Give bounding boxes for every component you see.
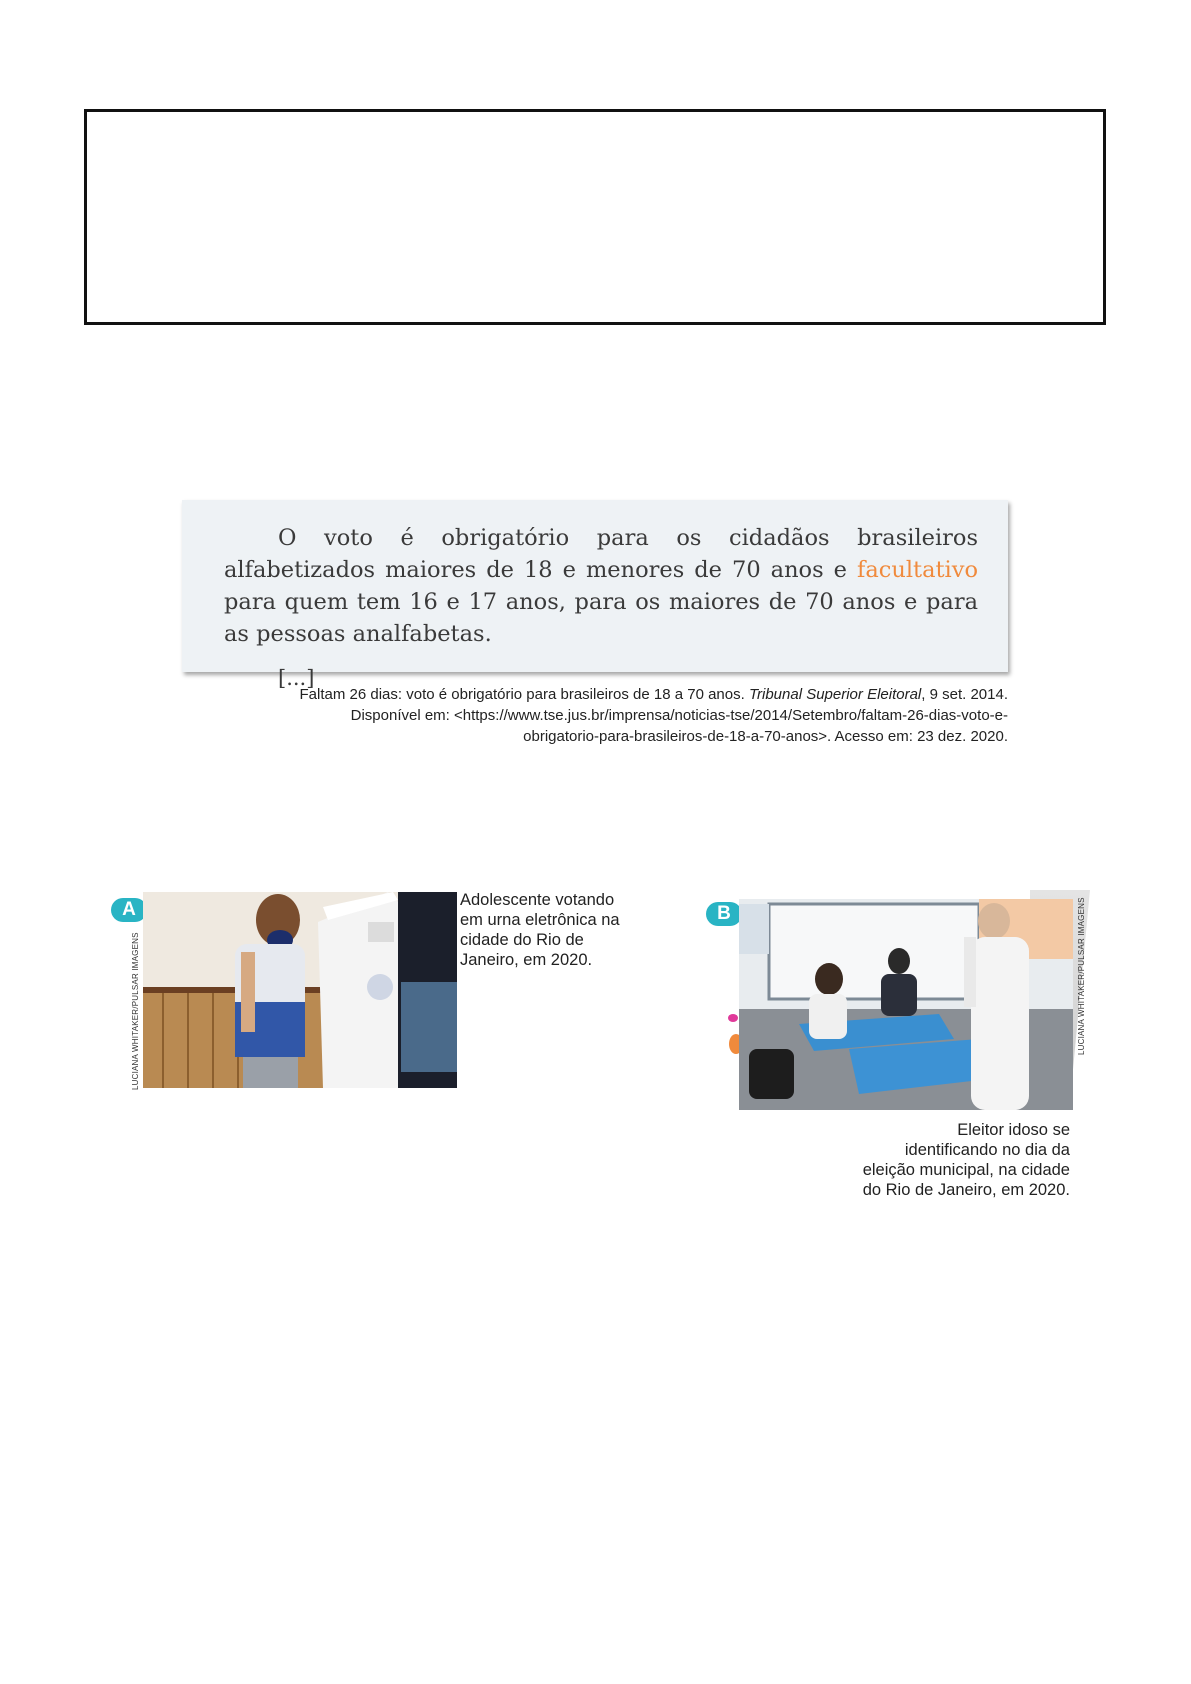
figure-a-badge: A (111, 898, 147, 922)
figure-b-caption: Eleitor idoso se identificando no dia da eleição municipal, na cidade do Rio de Janeiro, em 2020. (862, 1121, 1070, 1199)
source-citation: Faltam 26 dias: voto é obrigatório para brasileiros de 18 a 70 anos. Tribunal Superior Eleitoral, 9 set. 2014. Disponível em: <https://www.tse.jus.br/imprensa/noticias-tse/2014/Setembro/faltam-26-dias-voto-e- obrigatorio-para-brasileiros-de-18-a-70-anos>. Acesso em: 23 dez. 2020. (299, 686, 1008, 745)
decorative-dot (728, 1014, 738, 1022)
figure-a-caption: Adolescente votando em urna eletrônica na cidade do Rio de Janeiro, em 2020. (460, 891, 620, 969)
empty-frame (84, 109, 1106, 325)
quote-box (182, 500, 1008, 690)
quote-text: O voto é obrigatório para os cidadãos brasileiros alfabetizados maiores de 18 e menores de 70 anos e facultativo para quem tem 16 e 17 anos, para os maiores de 70 anos e para as pessoas analfabetas. (224, 525, 978, 647)
figure-a-credit: LUCIANA WHITAKER/PULSAR IMAGENS (131, 932, 140, 1090)
photo-teen-voting (143, 892, 457, 1088)
photo-elderly-voter (739, 899, 1073, 1110)
highlight-term: facultativo (857, 557, 978, 583)
quote-ellipsis: [...] (278, 666, 315, 690)
figure-b-badge: B (706, 902, 742, 926)
figure-b-credit: LUCIANA WHITAKER/PULSAR IMAGENS (1077, 897, 1086, 1055)
